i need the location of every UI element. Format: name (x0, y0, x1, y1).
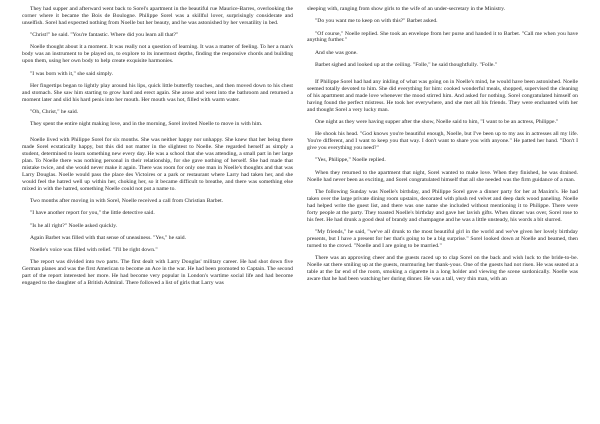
paragraph: "Of course," Noelle replied. She took an envelope from her purse and handed it to Barbet. "Call me when you have anything further." (307, 30, 578, 44)
paragraph: "Oh, Christ," he said. (30, 108, 79, 115)
paragraph: If Philippe Sorel had had any inkling of what was going on in Noelle's mind, he would have been astonished. Noelle seemed totally devoted to him. She did everything for him: cooked wonderful meals, shopped, supervised the cleaning of his apartment and made love whenever the mood stirred him. And asked for nothing. Sorel congratulated himself on having found the perfect mistress. He took her everywhere, and she met all his friends. They were enchanted with her and thought Sorel a very lucky man. (307, 78, 578, 113)
paragraph: The following Sunday was Noelle's birthday, and Philippe Sorel gave a dinner party for her at Maxim's. He had taken over the large private dining room upstairs, decorated with plush red velvet and deep dark wood paneling. Noelle had helped write the guest list, and there was one name she included without mentioning it to Philippe. There were forty people at the party. They toasted Noelle's birthday and gave her lavish gifts. When dinner was over, Sorel rose to his feet. He had drunk a good deal of brandy and champagne and he was a little unsteady, his words a bit slurred. (307, 188, 578, 223)
paragraph: Noelle thought about it a moment. It was really not a question of learning. It was a matter of feeling. To her a man's body was an instrument to be played on, to explore to its innermost depths, finding the responsive chords and building upon them, using her own body to help create exquisite harmonies. (22, 44, 293, 65)
paragraph: When they returned to the apartment that night, Sorel wanted to make love. When they finished, he was drained. Noelle had never been as exciting, and Sorel congratulated himself that all she needed was the firm guidance of a man. (307, 169, 578, 183)
paragraph: There was an approving cheer and the guests raced up to clap Sorel on the back and wish luck to the bride-to-be. Noelle sat there smiling up at the guests, murmuring her thank-yous. One of the guests had not risen. He was seated at a table at the far end of the room, smoking a cigarette in a long holder and viewing the scene sardonically. Noelle was aware that he had been watching her during dinner. He was a tall, very thin man, with an (307, 255, 578, 282)
paragraph: They had supper and afterward went back to Sorel's apartment in the beautiful rue Maurice-Barres, overlooking the corner where it became the Bois de Boulogne. Philippe Sorel was a skillful lover, surprisingly considerate and unselfish. Sorel had expected nothing from Noelle but her beauty, and he was astonished by her versatility in bed. (22, 6, 293, 26)
paragraph: "I was born with it," she said simply. (30, 70, 114, 77)
paragraph: "My friends," he said, "we've all drunk to the most beautiful girl in the world and we've given her lovely birthday presents, but I have a present for her that's going to be a big surprise." Sorel looked down at Noelle and beamed, then turned to the crowd. "Noelle and I are going to be married." (307, 228, 578, 249)
right-column (307, 6, 578, 424)
paragraph: "Do you want me to keep on with this?" Barbet asked. (315, 18, 438, 25)
paragraph: They spent the entire night making love, and in the morning, Sorel invited Noelle to move in with him. (30, 121, 263, 128)
paragraph: Again Barbet was filled with that sense of uneasiness. "Yes," he said. (30, 234, 186, 241)
paragraph: "I have another report for you," the little detective said. (30, 210, 155, 217)
paragraph: "Is he all right?" Noelle asked quickly. (30, 222, 118, 229)
paragraph: Her fingertips began to lightly play around his lips, quick little butterfly touches, and then moved down to his chest and stomach. She saw him starting to grow hard and erect again. She arose and went into the bathroom and returned a moment later and slid his hard penis into her mouth. Her mouth was hot, filled with warm water. (22, 82, 293, 103)
paragraph: Two months after moving in with Sorel, Noelle received a call from Christian Barbet. (30, 198, 224, 205)
paragraph: One night as they were having supper after the show, Noelle said to him, "I want to be an actress, Philippe." (315, 118, 559, 125)
paragraph: Noelle's voice was filled with relief. "I'll be right down." (30, 247, 158, 254)
paragraph: The report was divided into two parts. The first dealt with Larry Douglas' military career. He had shot down five German planes and was the first American to become an Ace in the war. He had been promoted to Captain. The second part of the report interested her more. He had become very popular in London's wartime social life and had become engaged to the daughter of a British Admiral. There followed a list of girls that Larry was (22, 259, 293, 287)
paragraph: And she was gone. (315, 49, 358, 56)
paragraph: Noelle lived with Philippe Sorel for six months. She was neither happy nor unhappy. She knew that her being there made Sorel ecstatically happy, but this did not matter in the slightest to Noelle. She regarded herself as simply a student, determined to learn something new every day. He was a school that she was attending, a small part in her large plan. To Noelle there was nothing personal in their relationship, for she gave nothing of herself. She had made that mistake twice, and she would never make it again. There was room for only one man in Noelle's thoughts and that was Larry Douglas. Noelle would pass the place des Victoires or a park or restaurant where Larry had taken her, and she would feel the hatred well up within her, choking her, so it became difficult to breathe, and there was something else mixed in with the hatred, something Noelle could not put a name to. (22, 137, 293, 192)
paragraph: sleeping with, ranging from show girls to the wife of an under-secretary in the Ministry. (307, 6, 506, 12)
paragraph: He shook his head. "God knows you're beautiful enough, Noelle, but I've been up to my ass in actresses all my life. You're different, and I want to keep you that way. I don't want to share you with anyone." He patted her hand. "Don't I give you everything you need?" (307, 131, 578, 152)
paragraph: "Christ!" he said. "You're fantastic. Where did you learn all that?" (30, 32, 179, 39)
paragraph: Barbet sighed and looked up at the ceiling. "Folle," he said thoughtfully. "Folle." (315, 61, 498, 68)
left-column (22, 6, 293, 424)
paragraph: "Yes, Philippe," Noelle replied. (315, 157, 386, 164)
